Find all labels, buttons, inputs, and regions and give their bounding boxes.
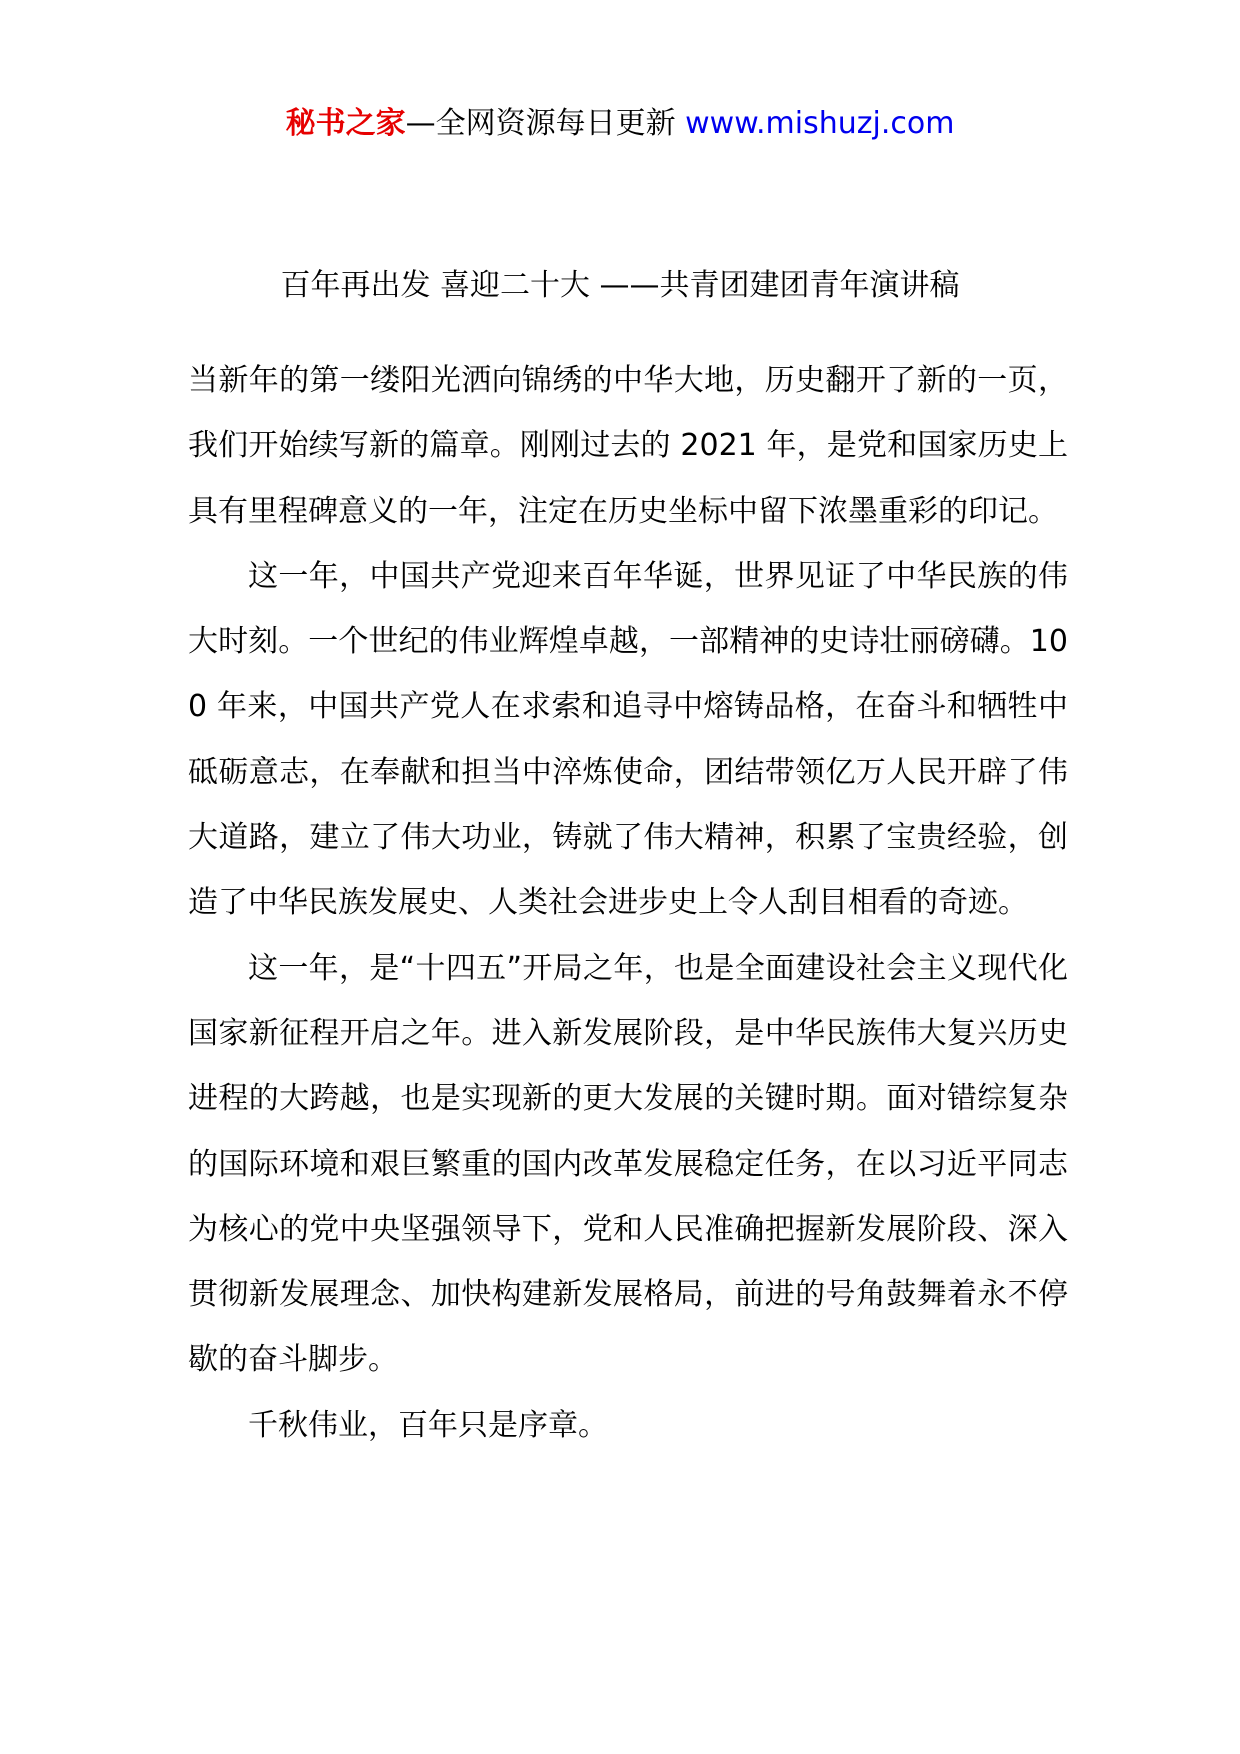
site-tagline: —全网资源每日更新 bbox=[405, 106, 676, 141]
document-title: 百年再出发 喜迎二十大 ——共青团建团青年演讲稿 bbox=[280, 268, 960, 303]
paragraph-2: 这一年，中国共产党迎来百年华诞，世界见证了中华民族的伟大时刻。一个世纪的伟业辉煌卓越，一部精神的史诗壮丽磅礴。100 年来，中国共产党人在求索和追寻中熔铸品格，在奋斗和牺牲中砥砺意志，在奉献和担当中淬炼使命，团结带领亿万人民开辟了伟大道路，建立了伟大功业，铸就了伟大精神，积累了宝贵经验，创造了中华民族发展史、人类社会进步史上令人刮目相看的奇迹。 bbox=[188, 558, 1068, 921]
site-header bbox=[0, 100, 1240, 148]
paragraph-4: 千秋伟业，百年只是序章。 bbox=[248, 1407, 608, 1443]
document-body bbox=[188, 348, 1068, 1458]
site-brand: 秘书之家 bbox=[285, 106, 406, 141]
paragraph-1: 当新年的第一缕阳光洒向锦绣的中华大地，历史翻开了新的一页，我们开始续写新的篇章。刚刚过去的 2021 年，是党和国家历史上具有里程碑意义的一年，注定在历史坐标中留下浓墨重彩的印记。 bbox=[188, 363, 1068, 529]
site-url-link[interactable]: www.mishuzj.com bbox=[685, 106, 955, 141]
paragraph-3: 这一年，是“十四五”开局之年，也是全面建设社会主义现代化国家新征程开启之年。进入新发展阶段，是中华民族伟大复兴历史进程的大跨越，也是实现新的更大发展的关键时期。面对错综复杂的国际环境和艰巨繁重的国内改革发展稳定任务，在以习近平同志为核心的党中央坚强领导下，党和人民准确把握新发展阶段、深入贯彻新发展理念、加快构建新发展格局，前进的号角鼓舞着永不停歇的奋斗脚步。 bbox=[188, 950, 1068, 1378]
